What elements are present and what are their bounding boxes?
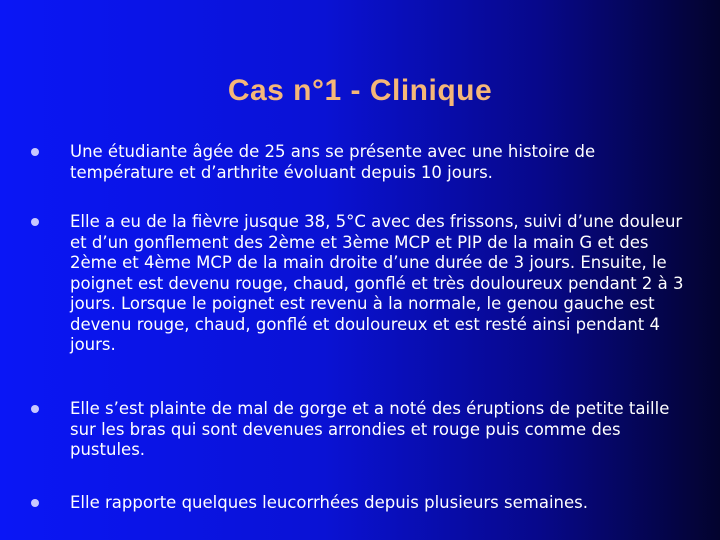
bullet-text: Elle rapporte quelques leucorrhées depuis plusieurs semaines. — [70, 493, 588, 512]
bullet-dot-icon — [31, 148, 39, 156]
bullet-item — [70, 493, 690, 514]
bullet-dot-icon — [31, 218, 39, 226]
bullet-item — [70, 399, 690, 461]
slide-title: Cas n°1 - Clinique — [227, 74, 493, 107]
bullet-dot-icon — [31, 499, 39, 507]
bullet-text: Elle s’est plainte de mal de gorge et a noté des éruptions de petite taille sur les bras qui sont devenues arrondies et rouge puis comme des pustules. — [70, 399, 670, 459]
bullet-text: Une étudiante âgée de 25 ans se présente avec une histoire de température et d’arthrite évoluant depuis 10 jours. — [70, 142, 596, 182]
bullet-item — [70, 212, 690, 356]
bullet-text: Elle a eu de la fièvre jusque 38, 5°C avec des frissons, suivi d’une douleur et d’un gonflement des 2ème et 3ème MCP et PIP de la main G et des 2ème et 4ème MCP de la main droite d’une durée de 3 jours. Ensuite, le poignet est devenu rouge, chaud, gonflé et très douloureux pendant 2 à 3 jours. Lorsque le poignet est revenu à la normale, le genou gauche est devenu rouge, chaud, gonflé et douloureux et est resté ainsi pendant 4 jours. — [70, 212, 684, 354]
bullet-item — [70, 142, 690, 183]
bullet-dot-icon — [31, 405, 39, 413]
